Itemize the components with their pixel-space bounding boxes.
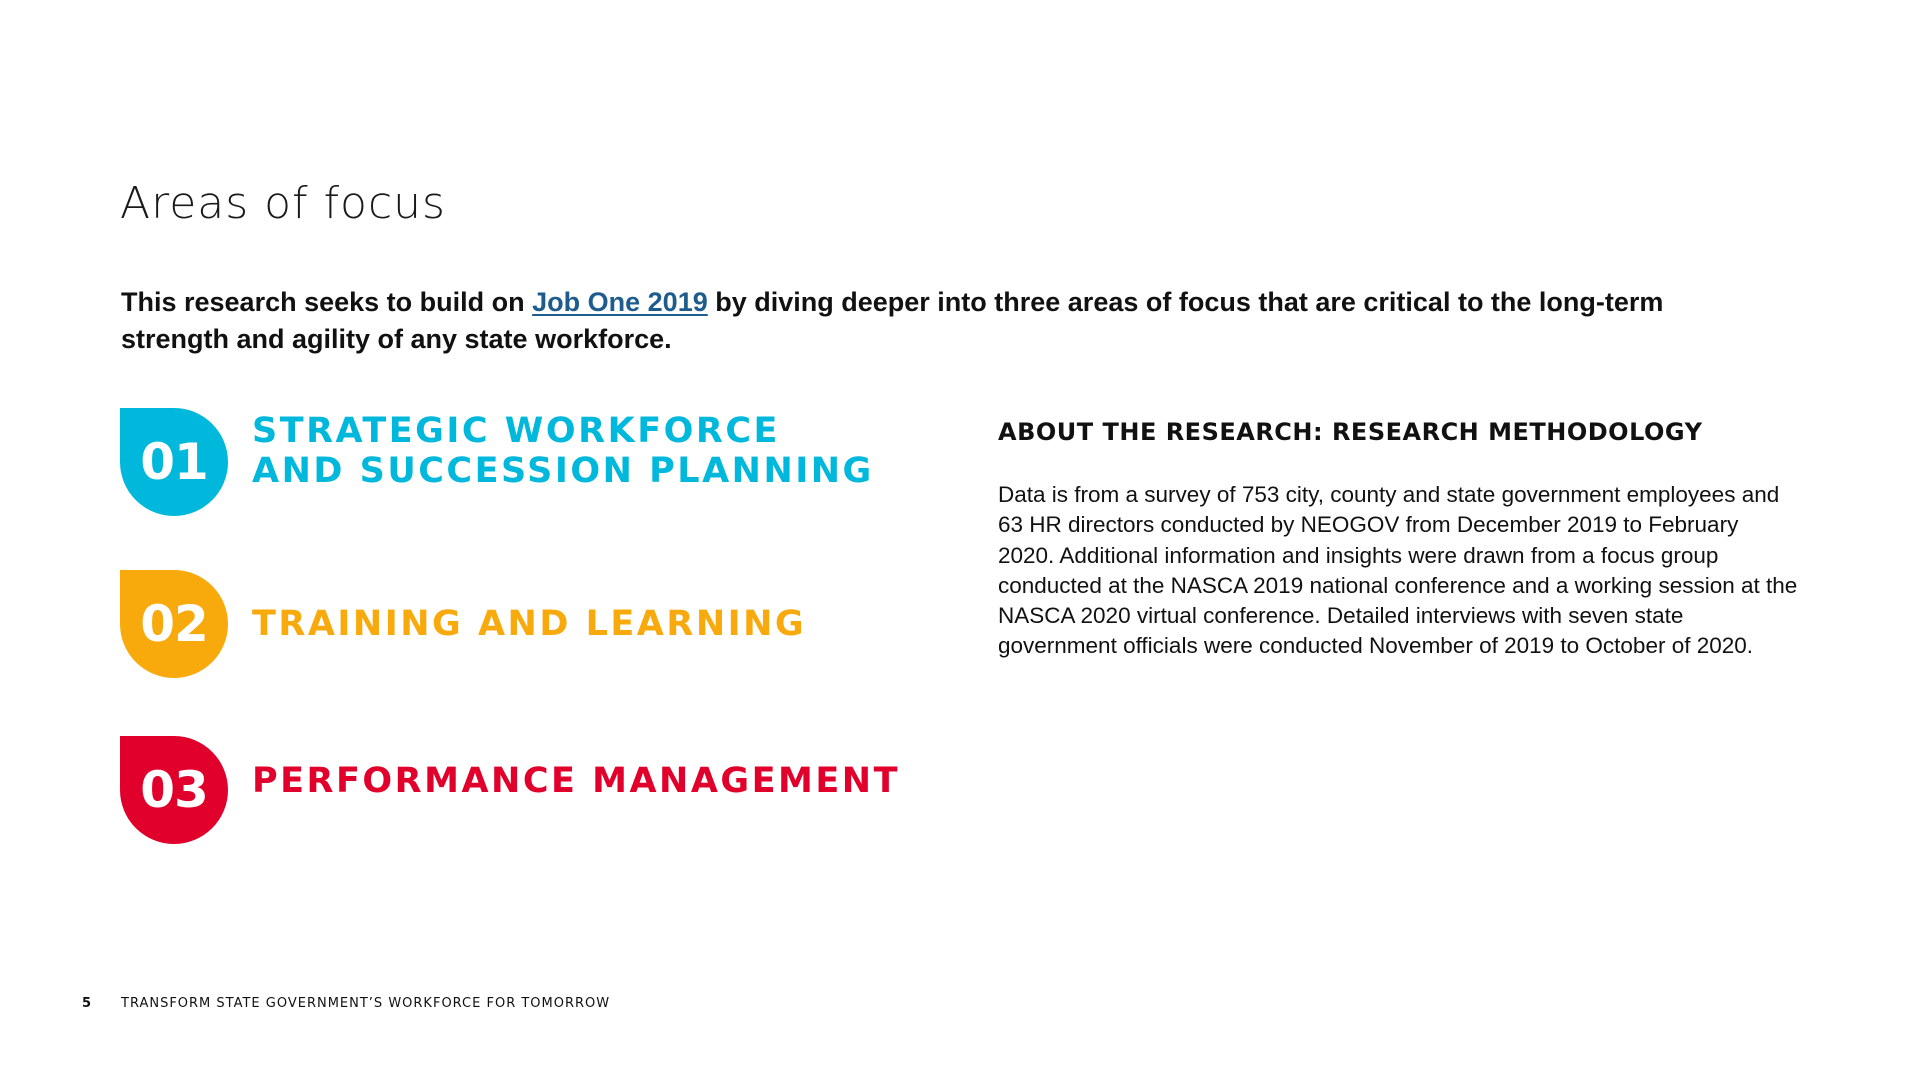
page-title: Areas of focus: [120, 178, 446, 229]
focus-label-line: STRATEGIC WORKFORCE: [252, 411, 780, 451]
focus-badge-03: [120, 736, 228, 844]
about-research-section: [998, 418, 1798, 662]
focus-label-02: [252, 604, 806, 644]
focus-area-03: [120, 736, 900, 844]
page-number: 5: [82, 996, 93, 1011]
focus-label-03: [252, 761, 900, 801]
focus-badge-01: [120, 408, 228, 516]
about-body: Data is from a survey of 753 city, county and state government employees and 63 HR directors conducted by NEOGOV from December 2019 to February 2020. Additional information and insights were drawn from a focus group conducted at the NASCA 2019 national conference and a working session at the NASCA 2020 virtual conference. Detailed interviews with seven state government officials were conducted November of 2019 to October of 2020.: [998, 482, 1798, 659]
focus-number: 01: [140, 433, 208, 491]
focus-area-01: [120, 408, 874, 516]
focus-label-line: TRAINING AND LEARNING: [252, 604, 807, 644]
focus-number: 02: [140, 595, 208, 653]
focus-label-01: [252, 411, 874, 491]
intro-text-before: This research seeks to build on: [121, 287, 533, 317]
footer-title: TRANSFORM STATE GOVERNMENT’S WORKFORCE FOR TOMORROW: [121, 996, 611, 1011]
focus-label-line: PERFORMANCE MANAGEMENT: [252, 761, 900, 801]
focus-area-02: [120, 570, 806, 678]
job-one-2019-link[interactable]: Job One 2019: [532, 287, 708, 317]
focus-badge-02: [120, 570, 228, 678]
focus-label-line: AND SUCCESSION PLANNING: [252, 451, 874, 491]
focus-number: 03: [140, 761, 208, 819]
intro-text-after: by diving deeper into three areas of focus that are critical to the long-term strength and agility of any state workforce.: [121, 287, 1664, 354]
intro-paragraph: [121, 284, 1681, 358]
about-heading: ABOUT THE RESEARCH: RESEARCH METHODOLOGY: [998, 418, 1703, 446]
